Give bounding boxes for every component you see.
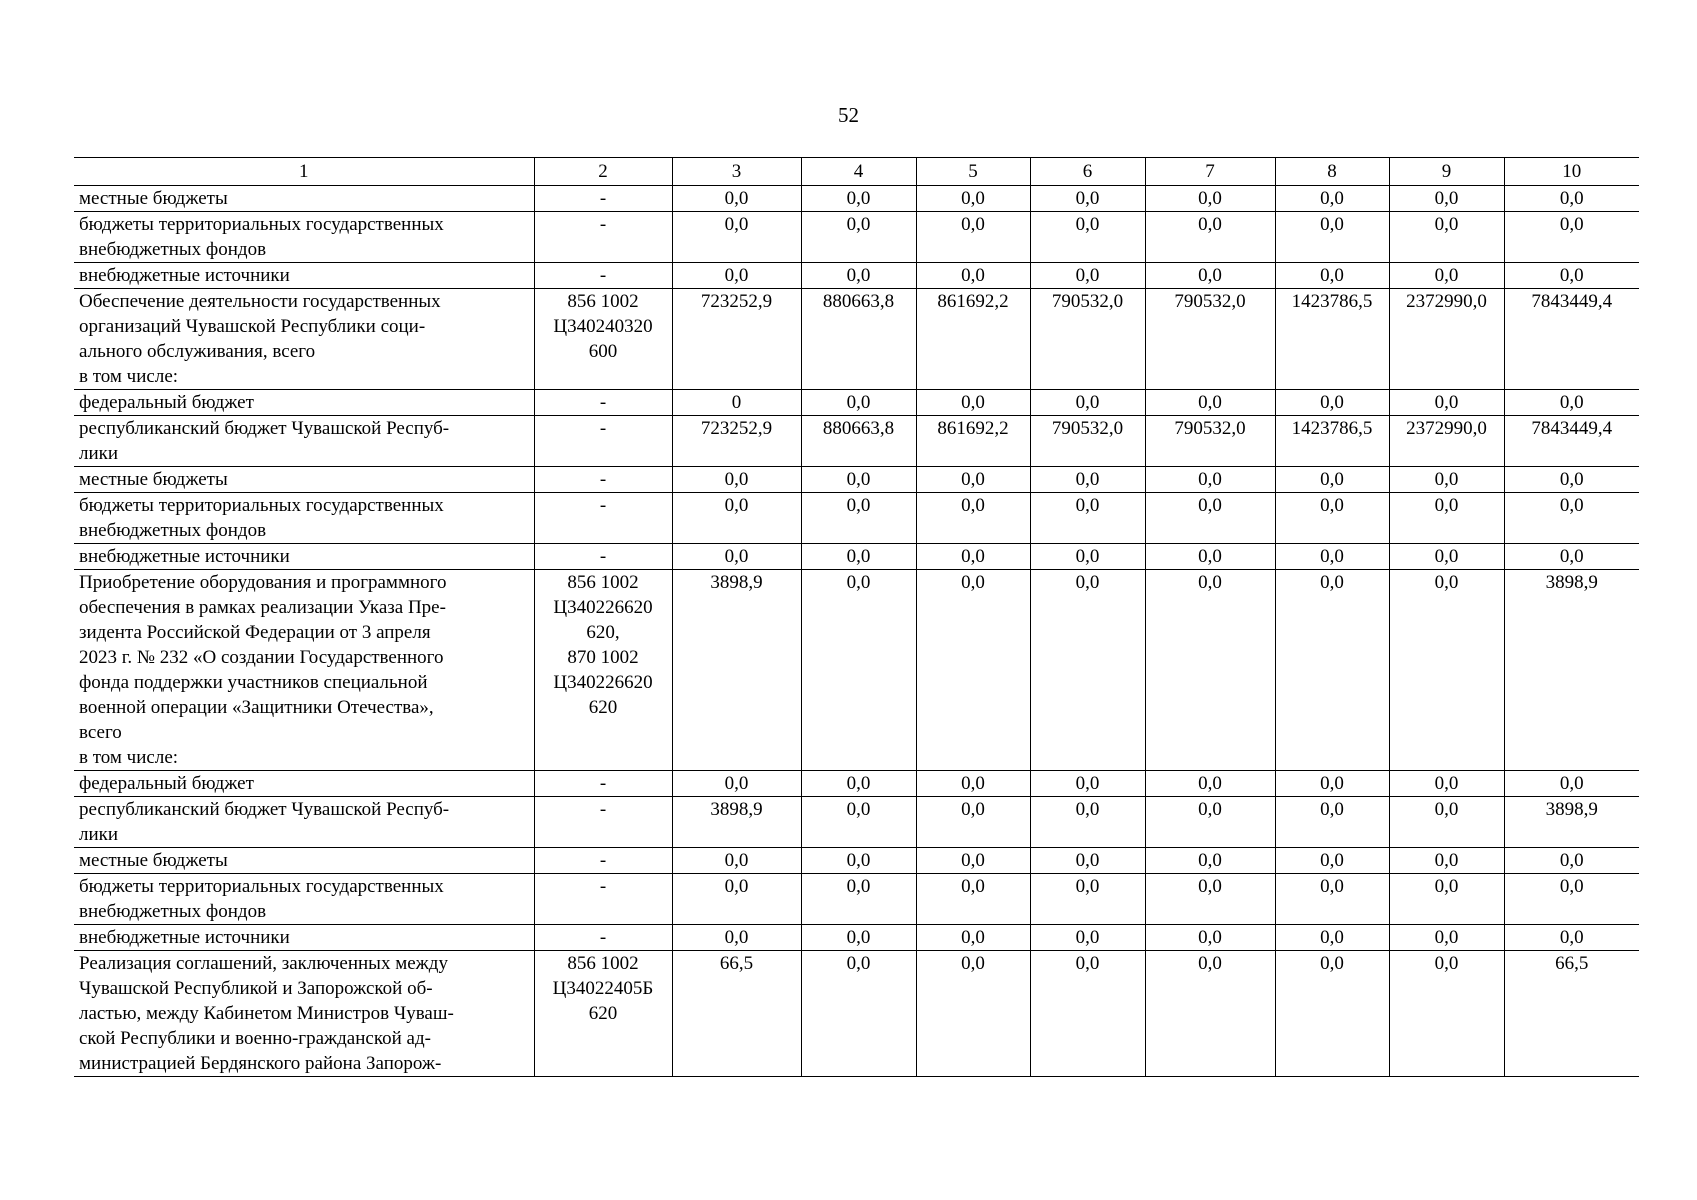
value-cell: 0,0 [916, 544, 1030, 570]
value-cell: 1423786,5 [1275, 416, 1389, 467]
row-name-line: министрацией Бердянского района Запорож- [79, 1053, 442, 1074]
budget-code-cell: - [534, 263, 672, 289]
value-cell: 0,0 [672, 771, 801, 797]
table-row [74, 289, 1639, 390]
value-cell: 0,0 [1145, 390, 1275, 416]
value-cell: 0,0 [1504, 186, 1639, 212]
row-name-line: федеральный бюджет [79, 773, 254, 794]
budget-code-cell: 856 1002 Ц34022405Б 620 [534, 951, 672, 1077]
column-header: 5 [916, 158, 1030, 186]
value-cell: 0,0 [1389, 925, 1504, 951]
value-cell: 3898,9 [672, 570, 801, 771]
value-cell: 0,0 [916, 493, 1030, 544]
value-cell: 0,0 [1389, 467, 1504, 493]
budget-code-cell: - [534, 390, 672, 416]
value-cell: 0,0 [1275, 874, 1389, 925]
table-row [74, 390, 1639, 416]
row-name-line: Чувашской Республикой и Запорожской об- [79, 978, 433, 999]
column-header: 4 [801, 158, 916, 186]
value-cell: 880663,8 [801, 289, 916, 390]
row-name-cell [74, 390, 534, 416]
value-cell: 0,0 [672, 544, 801, 570]
row-name-line: республиканский бюджет Чувашской Респуб- [79, 418, 450, 439]
column-header: 8 [1275, 158, 1389, 186]
value-cell: 0,0 [1389, 797, 1504, 848]
budget-code-cell: - [534, 467, 672, 493]
value-cell: 7843449,4 [1504, 289, 1639, 390]
value-cell: 0,0 [1145, 570, 1275, 771]
value-cell: 0,0 [1030, 212, 1145, 263]
value-cell: 3898,9 [672, 797, 801, 848]
value-cell: 66,5 [1504, 951, 1639, 1077]
value-cell: 0,0 [672, 925, 801, 951]
row-name-line: федеральный бюджет [79, 392, 254, 413]
row-name-line: ального обслуживания, всего [79, 341, 316, 362]
row-name-line: ластью, между Кабинетом Министров Чуваш- [79, 1003, 454, 1024]
value-cell: 0,0 [1145, 848, 1275, 874]
row-name-cell [74, 263, 534, 289]
row-name-line: бюджеты территориальных государственных [79, 876, 444, 897]
row-name-cell [74, 570, 534, 771]
value-cell: 0,0 [1030, 390, 1145, 416]
value-cell: 0,0 [1389, 212, 1504, 263]
value-cell: 0,0 [672, 212, 801, 263]
value-cell: 0,0 [1275, 570, 1389, 771]
value-cell: 0,0 [801, 263, 916, 289]
value-cell: 0,0 [1275, 467, 1389, 493]
row-name-line: 2023 г. № 232 «О создании Государственного [79, 647, 444, 668]
value-cell: 0,0 [801, 951, 916, 1077]
value-cell: 0,0 [1275, 951, 1389, 1077]
value-cell: 723252,9 [672, 416, 801, 467]
value-cell: 0,0 [1504, 212, 1639, 263]
value-cell: 0,0 [1030, 570, 1145, 771]
header-row [74, 158, 1639, 186]
value-cell: 0,0 [1389, 570, 1504, 771]
value-cell: 0,0 [916, 212, 1030, 263]
value-cell: 0,0 [916, 951, 1030, 1077]
value-cell: 0,0 [1030, 771, 1145, 797]
value-cell: 0,0 [916, 186, 1030, 212]
row-name-cell [74, 493, 534, 544]
value-cell: 0,0 [1030, 493, 1145, 544]
row-name-line: внебюджетных фондов [79, 520, 267, 541]
value-cell: 0,0 [1389, 544, 1504, 570]
row-name-cell [74, 797, 534, 848]
value-cell: 0,0 [801, 212, 916, 263]
value-cell: 0,0 [672, 467, 801, 493]
row-name-line: местные бюджеты [79, 188, 228, 209]
row-name-cell [74, 289, 534, 390]
page-number: 52 [838, 103, 859, 127]
value-cell: 0,0 [801, 493, 916, 544]
row-name-cell [74, 186, 534, 212]
value-cell: 0,0 [1275, 771, 1389, 797]
value-cell: 0,0 [1275, 925, 1389, 951]
value-cell: 0,0 [916, 390, 1030, 416]
value-cell: 3898,9 [1504, 570, 1639, 771]
value-cell: 0,0 [1275, 263, 1389, 289]
value-cell: 0,0 [672, 186, 801, 212]
value-cell: 0,0 [1145, 951, 1275, 1077]
budget-code-cell: - [534, 797, 672, 848]
row-name-line: внебюджетных фондов [79, 901, 267, 922]
row-name-cell [74, 212, 534, 263]
value-cell: 0,0 [1030, 797, 1145, 848]
value-cell: 790532,0 [1030, 289, 1145, 390]
row-name-line: ской Республики и военно-гражданской ад- [79, 1028, 431, 1049]
row-name-cell [74, 925, 534, 951]
value-cell: 0,0 [672, 493, 801, 544]
value-cell: 790532,0 [1030, 416, 1145, 467]
value-cell: 2372990,0 [1389, 289, 1504, 390]
row-name-cell [74, 848, 534, 874]
value-cell: 0,0 [1504, 493, 1639, 544]
table-row [74, 416, 1639, 467]
value-cell: 0,0 [1504, 874, 1639, 925]
row-name-line: лики [79, 443, 119, 464]
value-cell: 790532,0 [1145, 416, 1275, 467]
value-cell: 0,0 [916, 797, 1030, 848]
value-cell: 0,0 [801, 186, 916, 212]
value-cell: 0,0 [801, 390, 916, 416]
value-cell: 0,0 [1145, 186, 1275, 212]
row-name-line: военной операции «Защитники Отечества», [79, 697, 434, 718]
value-cell: 0,0 [801, 544, 916, 570]
column-header: 2 [534, 158, 672, 186]
row-name-line: внебюджетные источники [79, 546, 290, 567]
value-cell: 0,0 [1030, 848, 1145, 874]
table-row [74, 570, 1639, 771]
value-cell: 0,0 [1030, 874, 1145, 925]
value-cell: 0,0 [1145, 493, 1275, 544]
value-cell: 0,0 [1145, 771, 1275, 797]
table-row [74, 951, 1639, 1077]
table-row [74, 493, 1639, 544]
value-cell: 861692,2 [916, 289, 1030, 390]
budget-code-cell: - [534, 771, 672, 797]
value-cell: 790532,0 [1145, 289, 1275, 390]
row-name-line: внебюджетные источники [79, 927, 290, 948]
value-cell: 0,0 [1030, 951, 1145, 1077]
value-cell: 0,0 [1504, 925, 1639, 951]
value-cell: 0,0 [1389, 390, 1504, 416]
value-cell: 0,0 [1145, 925, 1275, 951]
value-cell: 0,0 [1030, 263, 1145, 289]
value-cell: 0,0 [1275, 797, 1389, 848]
value-cell: 0,0 [801, 797, 916, 848]
table-row [74, 848, 1639, 874]
value-cell: 0,0 [1145, 874, 1275, 925]
row-name-line: всего [79, 722, 122, 743]
value-cell: 2372990,0 [1389, 416, 1504, 467]
table-row [74, 212, 1639, 263]
budget-code-cell: 856 1002 Ц340226620 620, 870 1002 Ц340226620 620 [534, 570, 672, 771]
value-cell: 0,0 [1389, 263, 1504, 289]
value-cell: 0,0 [916, 771, 1030, 797]
value-cell: 0,0 [1504, 771, 1639, 797]
table-row [74, 263, 1639, 289]
value-cell: 7843449,4 [1504, 416, 1639, 467]
value-cell: 0,0 [801, 925, 916, 951]
value-cell: 0,0 [801, 848, 916, 874]
value-cell: 0,0 [1504, 263, 1639, 289]
row-name-cell [74, 771, 534, 797]
row-name-line: внебюджетные источники [79, 265, 290, 286]
budget-code-cell: - [534, 493, 672, 544]
value-cell: 0,0 [801, 771, 916, 797]
column-header: 7 [1145, 158, 1275, 186]
budget-code-cell: - [534, 416, 672, 467]
table-row [74, 797, 1639, 848]
value-cell: 0,0 [801, 874, 916, 925]
column-header: 6 [1030, 158, 1145, 186]
value-cell: 0,0 [1030, 186, 1145, 212]
row-name-line: организаций Чувашской Республики соци- [79, 316, 426, 337]
value-cell: 0,0 [916, 848, 1030, 874]
row-name-line: внебюджетных фондов [79, 239, 267, 260]
value-cell: 0,0 [1275, 848, 1389, 874]
value-cell: 0,0 [1389, 771, 1504, 797]
budget-code-cell: - [534, 186, 672, 212]
row-name-line: фонда поддержки участников специальной [79, 672, 428, 693]
row-name-line: в том числе: [79, 747, 179, 768]
value-cell: 0,0 [1030, 544, 1145, 570]
value-cell: 861692,2 [916, 416, 1030, 467]
value-cell: 0,0 [1145, 467, 1275, 493]
row-name-line: лики [79, 824, 119, 845]
budget-code-cell: - [534, 874, 672, 925]
value-cell: 0,0 [801, 467, 916, 493]
value-cell: 0,0 [1275, 390, 1389, 416]
value-cell: 0,0 [916, 925, 1030, 951]
row-name-line: Реализация соглашений, заключенных между [79, 953, 448, 974]
value-cell: 1423786,5 [1275, 289, 1389, 390]
table-row [74, 874, 1639, 925]
value-cell: 0,0 [1389, 874, 1504, 925]
row-name-line: республиканский бюджет Чувашской Респуб- [79, 799, 450, 820]
value-cell: 0,0 [801, 570, 916, 771]
row-name-cell [74, 467, 534, 493]
row-name-line: Приобретение оборудования и программного [79, 572, 447, 593]
value-cell: 0,0 [1145, 797, 1275, 848]
value-cell: 0,0 [1275, 212, 1389, 263]
value-cell: 723252,9 [672, 289, 801, 390]
table-row [74, 925, 1639, 951]
value-cell: 0,0 [1145, 263, 1275, 289]
value-cell: 0,0 [916, 263, 1030, 289]
value-cell: 0,0 [1275, 493, 1389, 544]
row-name-line: Обеспечение деятельности государственных [79, 291, 441, 312]
value-cell: 880663,8 [801, 416, 916, 467]
value-cell: 0,0 [1275, 544, 1389, 570]
row-name-line: зидента Российской Федерации от 3 апреля [79, 622, 431, 643]
budget-code-cell: - [534, 848, 672, 874]
value-cell: 0,0 [1504, 544, 1639, 570]
value-cell: 0,0 [916, 874, 1030, 925]
value-cell: 0,0 [916, 570, 1030, 771]
row-name-line: местные бюджеты [79, 469, 228, 490]
value-cell: 3898,9 [1504, 797, 1639, 848]
value-cell: 0,0 [1030, 925, 1145, 951]
column-header: 3 [672, 158, 801, 186]
value-cell: 0,0 [1389, 493, 1504, 544]
value-cell: 0,0 [1145, 544, 1275, 570]
table-row [74, 467, 1639, 493]
budget-code-cell: - [534, 544, 672, 570]
value-cell: 0,0 [672, 263, 801, 289]
table-body [74, 186, 1639, 1077]
value-cell: 0,0 [916, 467, 1030, 493]
value-cell: 0,0 [1504, 467, 1639, 493]
table-row [74, 544, 1639, 570]
row-name-line: обеспечения в рамках реализации Указа Пре- [79, 597, 446, 618]
value-cell: 0,0 [1030, 467, 1145, 493]
value-cell: 0,0 [1389, 848, 1504, 874]
value-cell: 0,0 [1504, 390, 1639, 416]
value-cell: 0,0 [1389, 186, 1504, 212]
value-cell: 0,0 [1275, 186, 1389, 212]
column-header: 9 [1389, 158, 1504, 186]
table-row [74, 771, 1639, 797]
value-cell: 0,0 [1145, 212, 1275, 263]
column-header: 10 [1504, 158, 1639, 186]
row-name-line: местные бюджеты [79, 850, 228, 871]
value-cell: 66,5 [672, 951, 801, 1077]
row-name-cell [74, 416, 534, 467]
row-name-cell [74, 874, 534, 925]
value-cell: 0,0 [672, 848, 801, 874]
value-cell: 0,0 [672, 874, 801, 925]
value-cell: 0,0 [1504, 848, 1639, 874]
column-header: 1 [74, 158, 534, 186]
row-name-cell [74, 544, 534, 570]
row-name-line: бюджеты территориальных государственных [79, 495, 444, 516]
value-cell: 0 [672, 390, 801, 416]
budget-code-cell: - [534, 212, 672, 263]
row-name-cell [74, 951, 534, 1077]
row-name-line: бюджеты территориальных государственных [79, 214, 444, 235]
value-cell: 0,0 [1389, 951, 1504, 1077]
table-row [74, 186, 1639, 212]
row-name-line: в том числе: [79, 366, 179, 387]
budget-code-cell: 856 1002 Ц340240320 600 [534, 289, 672, 390]
budget-table [74, 157, 1639, 1077]
budget-code-cell: - [534, 925, 672, 951]
